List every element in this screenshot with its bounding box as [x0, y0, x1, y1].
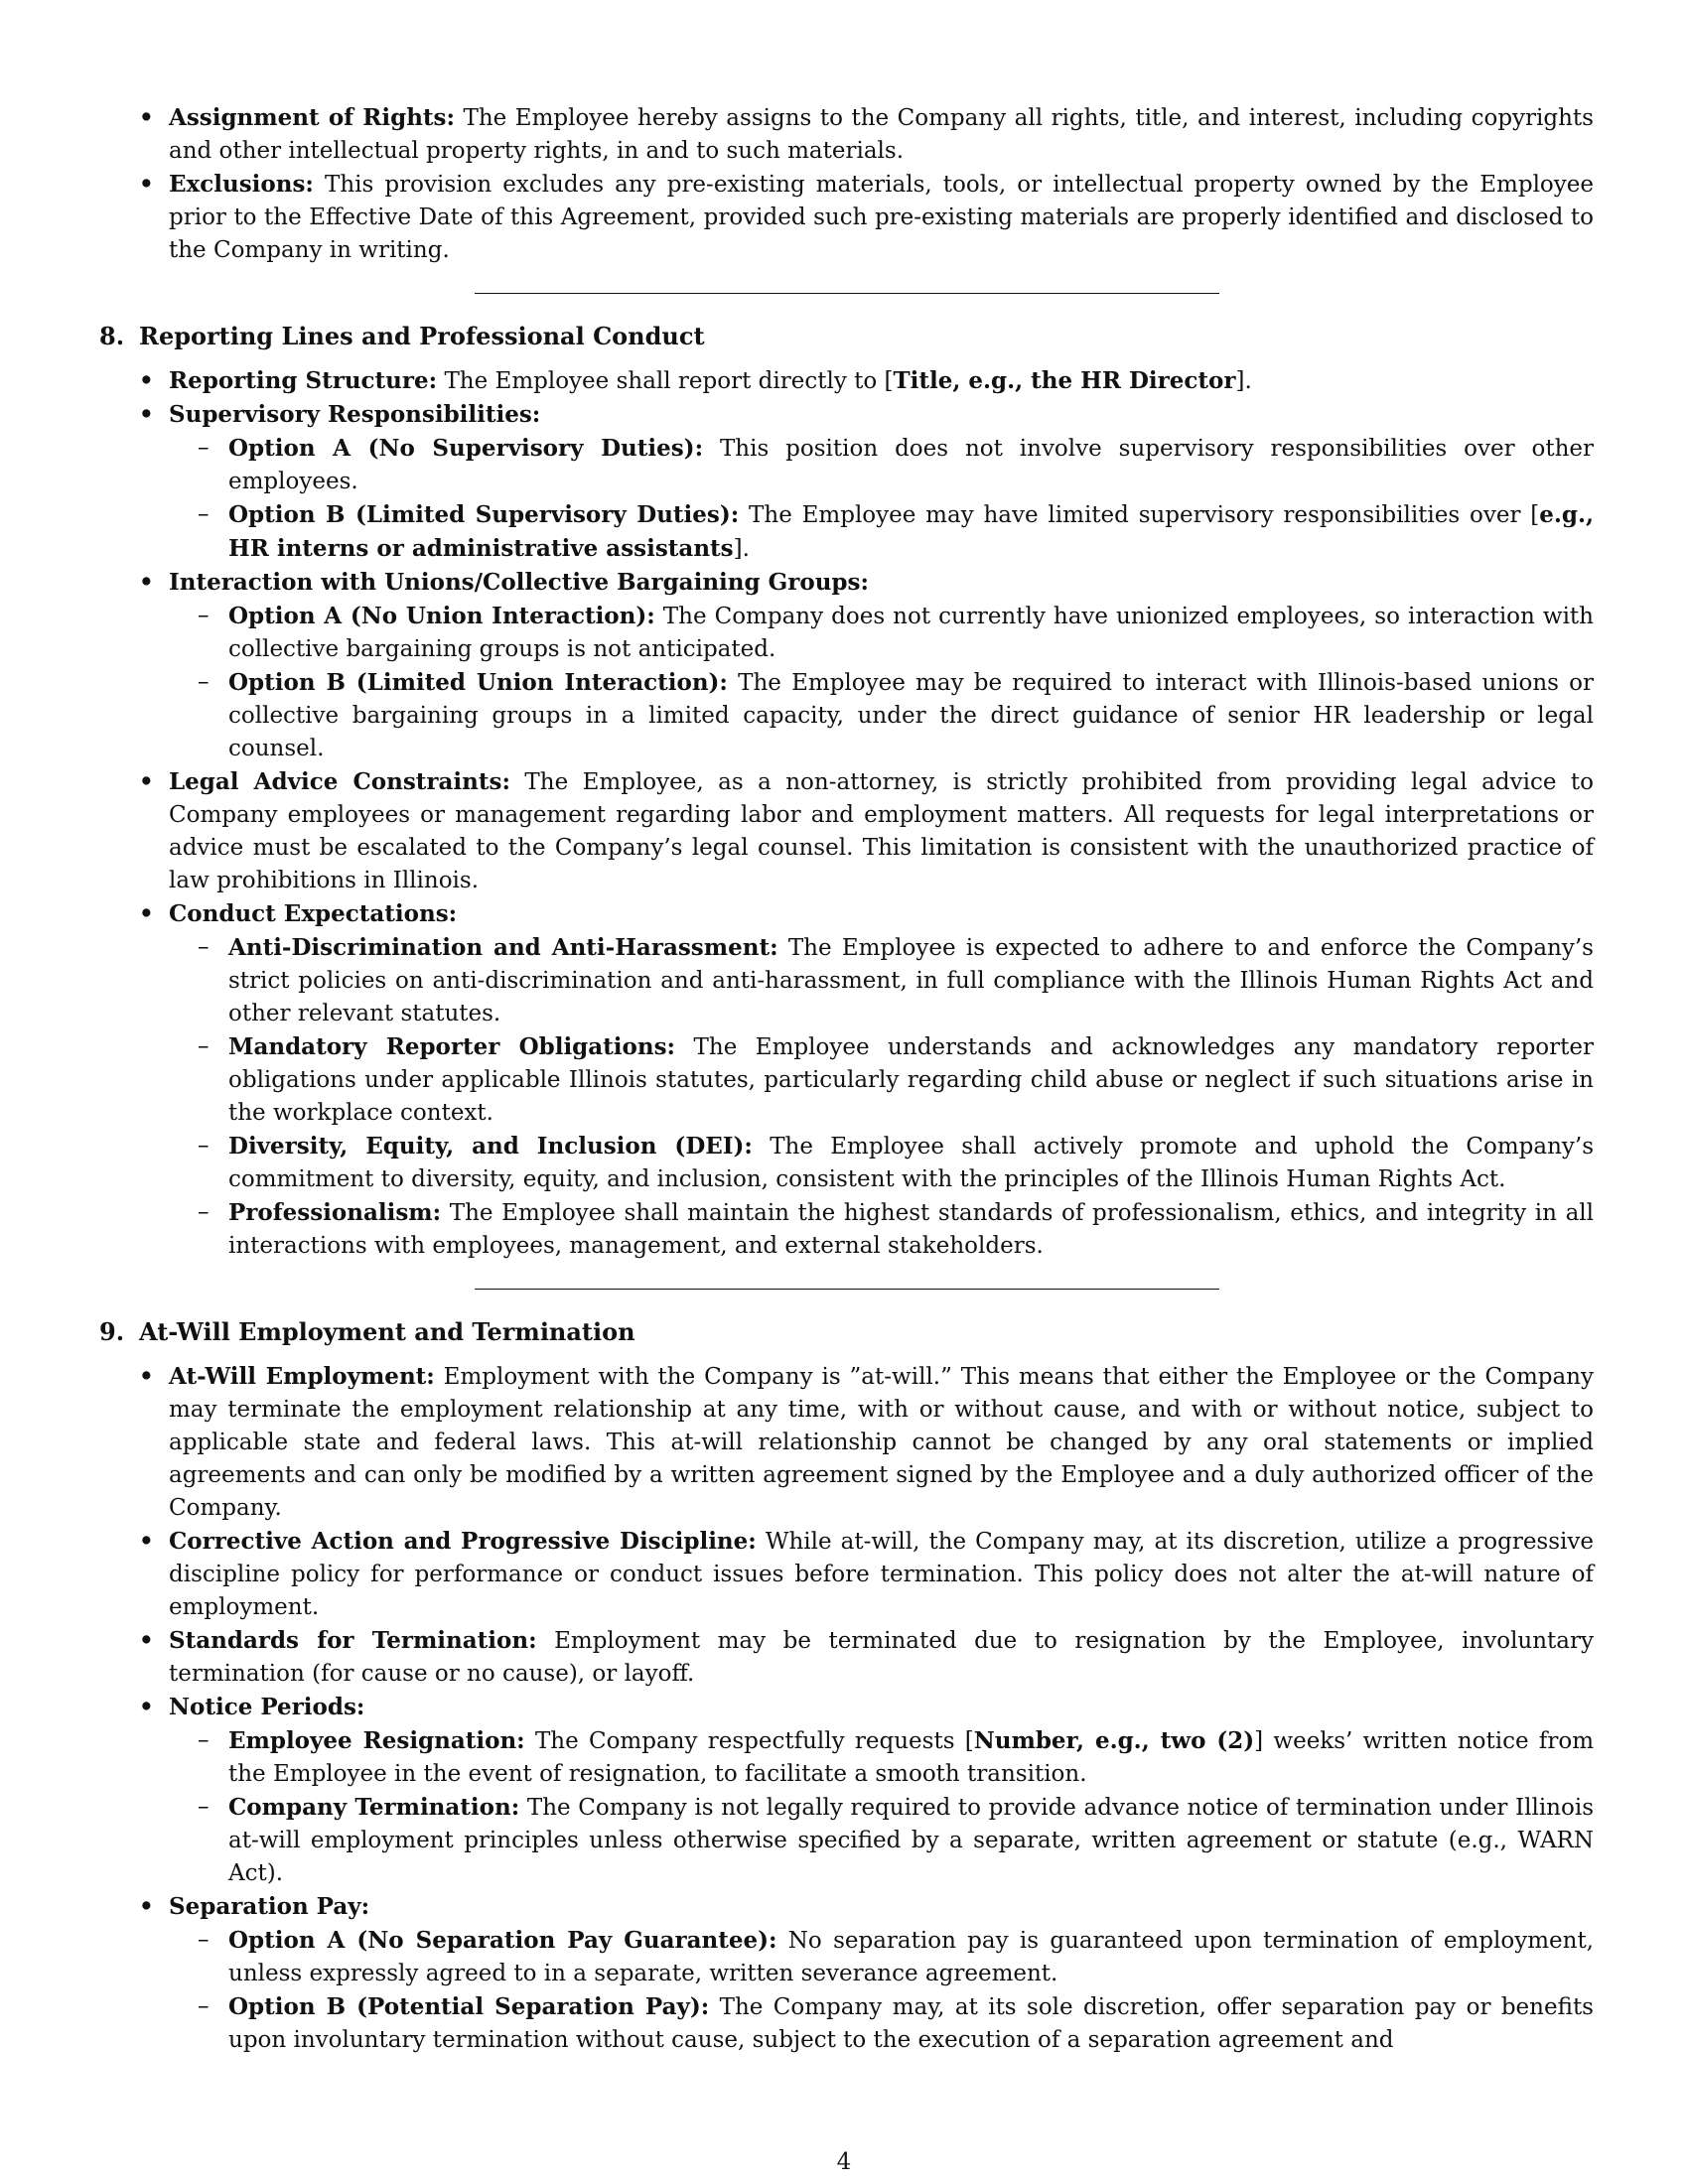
- list-item: • Notice Periods: – Employee Resignation: The Company respectfully requests [Number, e.g., two (2)] weeks’ written notice from the Employee in the event of resignation, to facilitate a smooth transition. – Company Termination: The Company is not legally required to provide advance notice of termination under Illinois at-will employment principles unless otherwise specified by a separate, written agreement or statute (e.g., WARN Act).: [169, 1691, 1594, 1890]
- section-divider: [475, 1289, 1219, 1290]
- sub-list: [228, 1924, 1594, 2057]
- sub-list-item: – Diversity, Equity, and Inclusion (DEI): The Employee shall actively promote and uphold the Company’s commitment to diversity, equity, and inclusion, consistent with the principles of the Illinois Human Rights Act.: [228, 1130, 1594, 1196]
- sub-list: [228, 600, 1594, 765]
- section-9-list: [169, 1360, 1594, 2057]
- sub-list-item: – Option A (No Union Interaction): The Company does not currently have unionized employees, so interaction with collective bargaining groups is not anticipated.: [228, 600, 1594, 666]
- list-item: • Assignment of Rights: The Employee hereby assigns to the Company all rights, title, and interest, including copyrights and other intellectual property rights, in and to such materials.: [169, 101, 1594, 168]
- sub-list-item: – Option B (Limited Union Interaction): The Employee may be required to interact with Illinois-based unions or collective bargaining groups in a limited capacity, under the direct guidance of senior HR leadership or legal counsel.: [228, 666, 1594, 765]
- sub-list: [228, 931, 1594, 1263]
- list-item: • Separation Pay: – Option A (No Separation Pay Guarantee): No separation pay is guaranteed upon termination of employment, unless expressly agreed to in a separate, written severance agreement. – Option B (Potential Separation Pay): The Company may, at its sole discretion, offer separation pay or benefits upon involuntary termination without cause, subject to the execution of a separation agreement and: [169, 1890, 1594, 2057]
- list-item: • Conduct Expectations: – Anti-Discrimination and Anti-Harassment: The Employee is expected to adhere to and enforce the Company’s strict policies on anti-discrimination and anti-harassment, in full compliance with the Illinois Human Rights Act and other relevant statutes. – Mandatory Reporter Obligations: The Employee understands and acknowledges any mandatory reporter obligations under applicable Illinois statutes, particularly regarding child abuse or neglect if such situations arise in the workplace context. – Diversity, Equity, and Inclusion (DEI): The Employee shall actively promote and uphold the Company’s commitment to diversity, equity, and inclusion, consistent with the principles of the Illinois Human Rights Act. – Professionalism: The Employee shall maintain the highest standards of professionalism, ethics, and integrity in all interactions with employees, management, and external stakeholders.: [169, 897, 1594, 1263]
- page-content: [99, 101, 1594, 2057]
- section-heading-9: 9. At-Will Employment and Termination: [99, 1317, 635, 1346]
- section-8-list: [169, 364, 1594, 1263]
- section-heading-8: 8. Reporting Lines and Professional Conduct: [99, 322, 705, 350]
- sub-list-item: – Option B (Limited Supervisory Duties): The Employee may have limited supervisory responsibilities over [e.g., HR interns or administrative assistants].: [228, 498, 1594, 566]
- list-item: • Legal Advice Constraints: The Employee, as a non-attorney, is strictly prohibited from providing legal advice to Company employees or management regarding labor and employment matters. All requests for legal interpretations or advice must be escalated to the Company’s legal counsel. This limitation is consistent with the unauthorized practice of law prohibitions in Illinois.: [169, 765, 1594, 897]
- sub-list-item: – Professionalism: The Employee shall maintain the highest standards of professionalism, ethics, and integrity in all interactions with employees, management, and external stakeholders.: [228, 1196, 1594, 1263]
- section-divider: [475, 293, 1219, 294]
- sub-list-item: – Company Termination: The Company is not legally required to provide advance notice of termination under Illinois at-will employment principles unless otherwise specified by a separate, written agreement or statute (e.g., WARN Act).: [228, 1791, 1594, 1890]
- sub-list-item: – Option B (Potential Separation Pay): The Company may, at its sole discretion, offer separation pay or benefits upon involuntary termination without cause, subject to the execution of a separation agreement and: [228, 1990, 1594, 2057]
- sub-list-item: – Mandatory Reporter Obligations: The Employee understands and acknowledges any mandatory reporter obligations under applicable Illinois statutes, particularly regarding child abuse or neglect if such situations arise in the workplace context.: [228, 1030, 1594, 1130]
- list-item: • Corrective Action and Progressive Discipline: While at-will, the Company may, at its discretion, utilize a progressive discipline policy for performance or conduct issues before termination. This policy does not alter the at-will nature of employment.: [169, 1525, 1594, 1624]
- sub-list-item: – Option A (No Supervisory Duties): This position does not involve supervisory responsibilities over other employees.: [228, 432, 1594, 498]
- list-item: • At-Will Employment: Employment with the Company is ”at-will.” This means that either the Employee or the Company may terminate the employment relationship at any time, with or without cause, and with or without notice, subject to applicable state and federal laws. This at-will relationship cannot be changed by any oral statements or implied agreements and can only be modified by a written agreement signed by the Employee and a duly authorized officer of the Company.: [169, 1360, 1594, 1525]
- sub-list-item: – Option A (No Separation Pay Guarantee): No separation pay is guaranteed upon termination of employment, unless expressly agreed to in a separate, written severance agreement.: [228, 1924, 1594, 1990]
- list-item: • Supervisory Responsibilities: – Option A (No Supervisory Duties): This position does not involve supervisory responsibilities over other employees. – Option B (Limited Supervisory Duties): The Employee may have limited supervisory responsibilities over [e.g., HR interns or administrative assistants].: [169, 398, 1594, 566]
- sub-list: [228, 432, 1594, 566]
- sub-list: [228, 1724, 1594, 1890]
- sub-list-item: – Employee Resignation: The Company respectfully requests [Number, e.g., two (2)] weeks’ written notice from the Employee in the event of resignation, to facilitate a smooth transition.: [228, 1724, 1594, 1791]
- list-item: • Standards for Termination: Employment may be terminated due to resignation by the Employee, involuntary termination (for cause or no cause), or layoff.: [169, 1624, 1594, 1691]
- sub-list-item: – Anti-Discrimination and Anti-Harassment: The Employee is expected to adhere to and enforce the Company’s strict policies on anti-discrimination and anti-harassment, in full compliance with the Illinois Human Rights Act and other relevant statutes.: [228, 931, 1594, 1030]
- list-item: • Reporting Structure: The Employee shall report directly to [Title, e.g., the HR Director].: [169, 364, 1594, 398]
- ip-assignment-list: [169, 101, 1594, 267]
- page-number: 4: [836, 2149, 852, 2175]
- list-item: • Exclusions: This provision excludes any pre-existing materials, tools, or intellectual property owned by the Employee prior to the Effective Date of this Agreement, provided such pre-existing materials are properly identified and disclosed to the Company in writing.: [169, 168, 1594, 267]
- list-item: • Interaction with Unions/Collective Bargaining Groups: – Option A (No Union Interaction): The Company does not currently have unionized employees, so interaction with collective bargaining groups is not anticipated. – Option B (Limited Union Interaction): The Employee may be required to interact with Illinois-based unions or collective bargaining groups in a limited capacity, under the direct guidance of senior HR leadership or legal counsel.: [169, 566, 1594, 765]
